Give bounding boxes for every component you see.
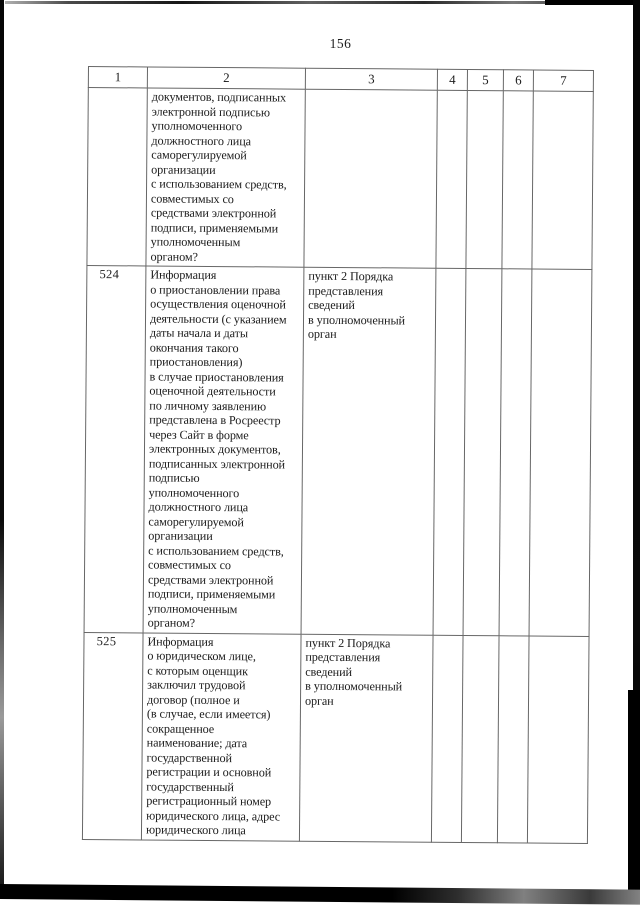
- empty-cell: [466, 90, 503, 268]
- row-number-cell: 524: [84, 265, 146, 632]
- column-header-3: 3: [305, 68, 437, 90]
- empty-cell: [529, 269, 592, 636]
- empty-cell: [502, 91, 533, 269]
- legal-basis-cell: пункт 2 Порядка представления сведений в уполномоченный орган: [299, 634, 433, 842]
- empty-cell: [461, 635, 499, 842]
- scan-edge-right-lower: [628, 690, 640, 897]
- empty-cell: [527, 635, 589, 842]
- page-number: 156: [329, 36, 352, 51]
- table-row-continuation: [87, 88, 593, 270]
- legal-basis-cell: пункт 2 Порядка представления сведений в уполномоченный орган: [301, 267, 436, 635]
- column-header-5: 5: [467, 69, 503, 90]
- row-number-cell: [87, 88, 147, 266]
- empty-cell: [433, 268, 466, 635]
- column-header-4: 4: [437, 69, 467, 90]
- empty-cell: [497, 635, 529, 842]
- description-cell: Информация о приостановлении права осуществления оценочной деятельности (с указанием даты начала и даты окончания такого приостановления) в случае приостановления оценочной деятельности по личному заявлению представлена в Росреестр через Сайт в форме электронных документов, подписанных электронной подписью уполномоченного должностного лица саморегулируемой организации с использованием средств, совместимых со средствами электронной подписи, применяемыми уполномоченным органом?: [143, 266, 304, 634]
- scan-edge-bottom: [0, 884, 640, 905]
- empty-cell: [463, 268, 502, 635]
- scan-edge-right: [633, 0, 640, 897]
- empty-cell: [532, 91, 593, 269]
- empty-cell: [431, 635, 463, 842]
- table-row-525: [82, 632, 589, 843]
- column-header-7: 7: [533, 70, 593, 91]
- column-header-1: 1: [88, 67, 147, 88]
- legal-basis-cell: [304, 89, 437, 268]
- scan-edge-top: [5, 1, 640, 4]
- column-header-2: 2: [147, 67, 305, 89]
- empty-cell: [499, 269, 532, 636]
- column-header-6: 6: [503, 70, 533, 91]
- description-cell: Информация о юридическом лице, с которым оценщик заключил трудовой договор (полное и (в случае, если имеется) сокращенное наименование; дата государственной регистрации и основной государственный регистрационный номер юридического лица, адрес юридического лица: [141, 632, 301, 840]
- empty-cell: [436, 90, 467, 268]
- table-row-524: [84, 265, 592, 635]
- scan-edge-top-right: [545, 0, 640, 5]
- scan-edge-left: [0, 0, 4, 897]
- row-number-cell: 525: [82, 632, 143, 839]
- description-cell: документов, подписанных электронной подписью уполномоченного должностного лица саморегулируемой организации с использованием средств, совместимых со средствами электронной подписи, применяемыми уполномоченным органом?: [146, 88, 305, 267]
- registry-table: [82, 66, 594, 843]
